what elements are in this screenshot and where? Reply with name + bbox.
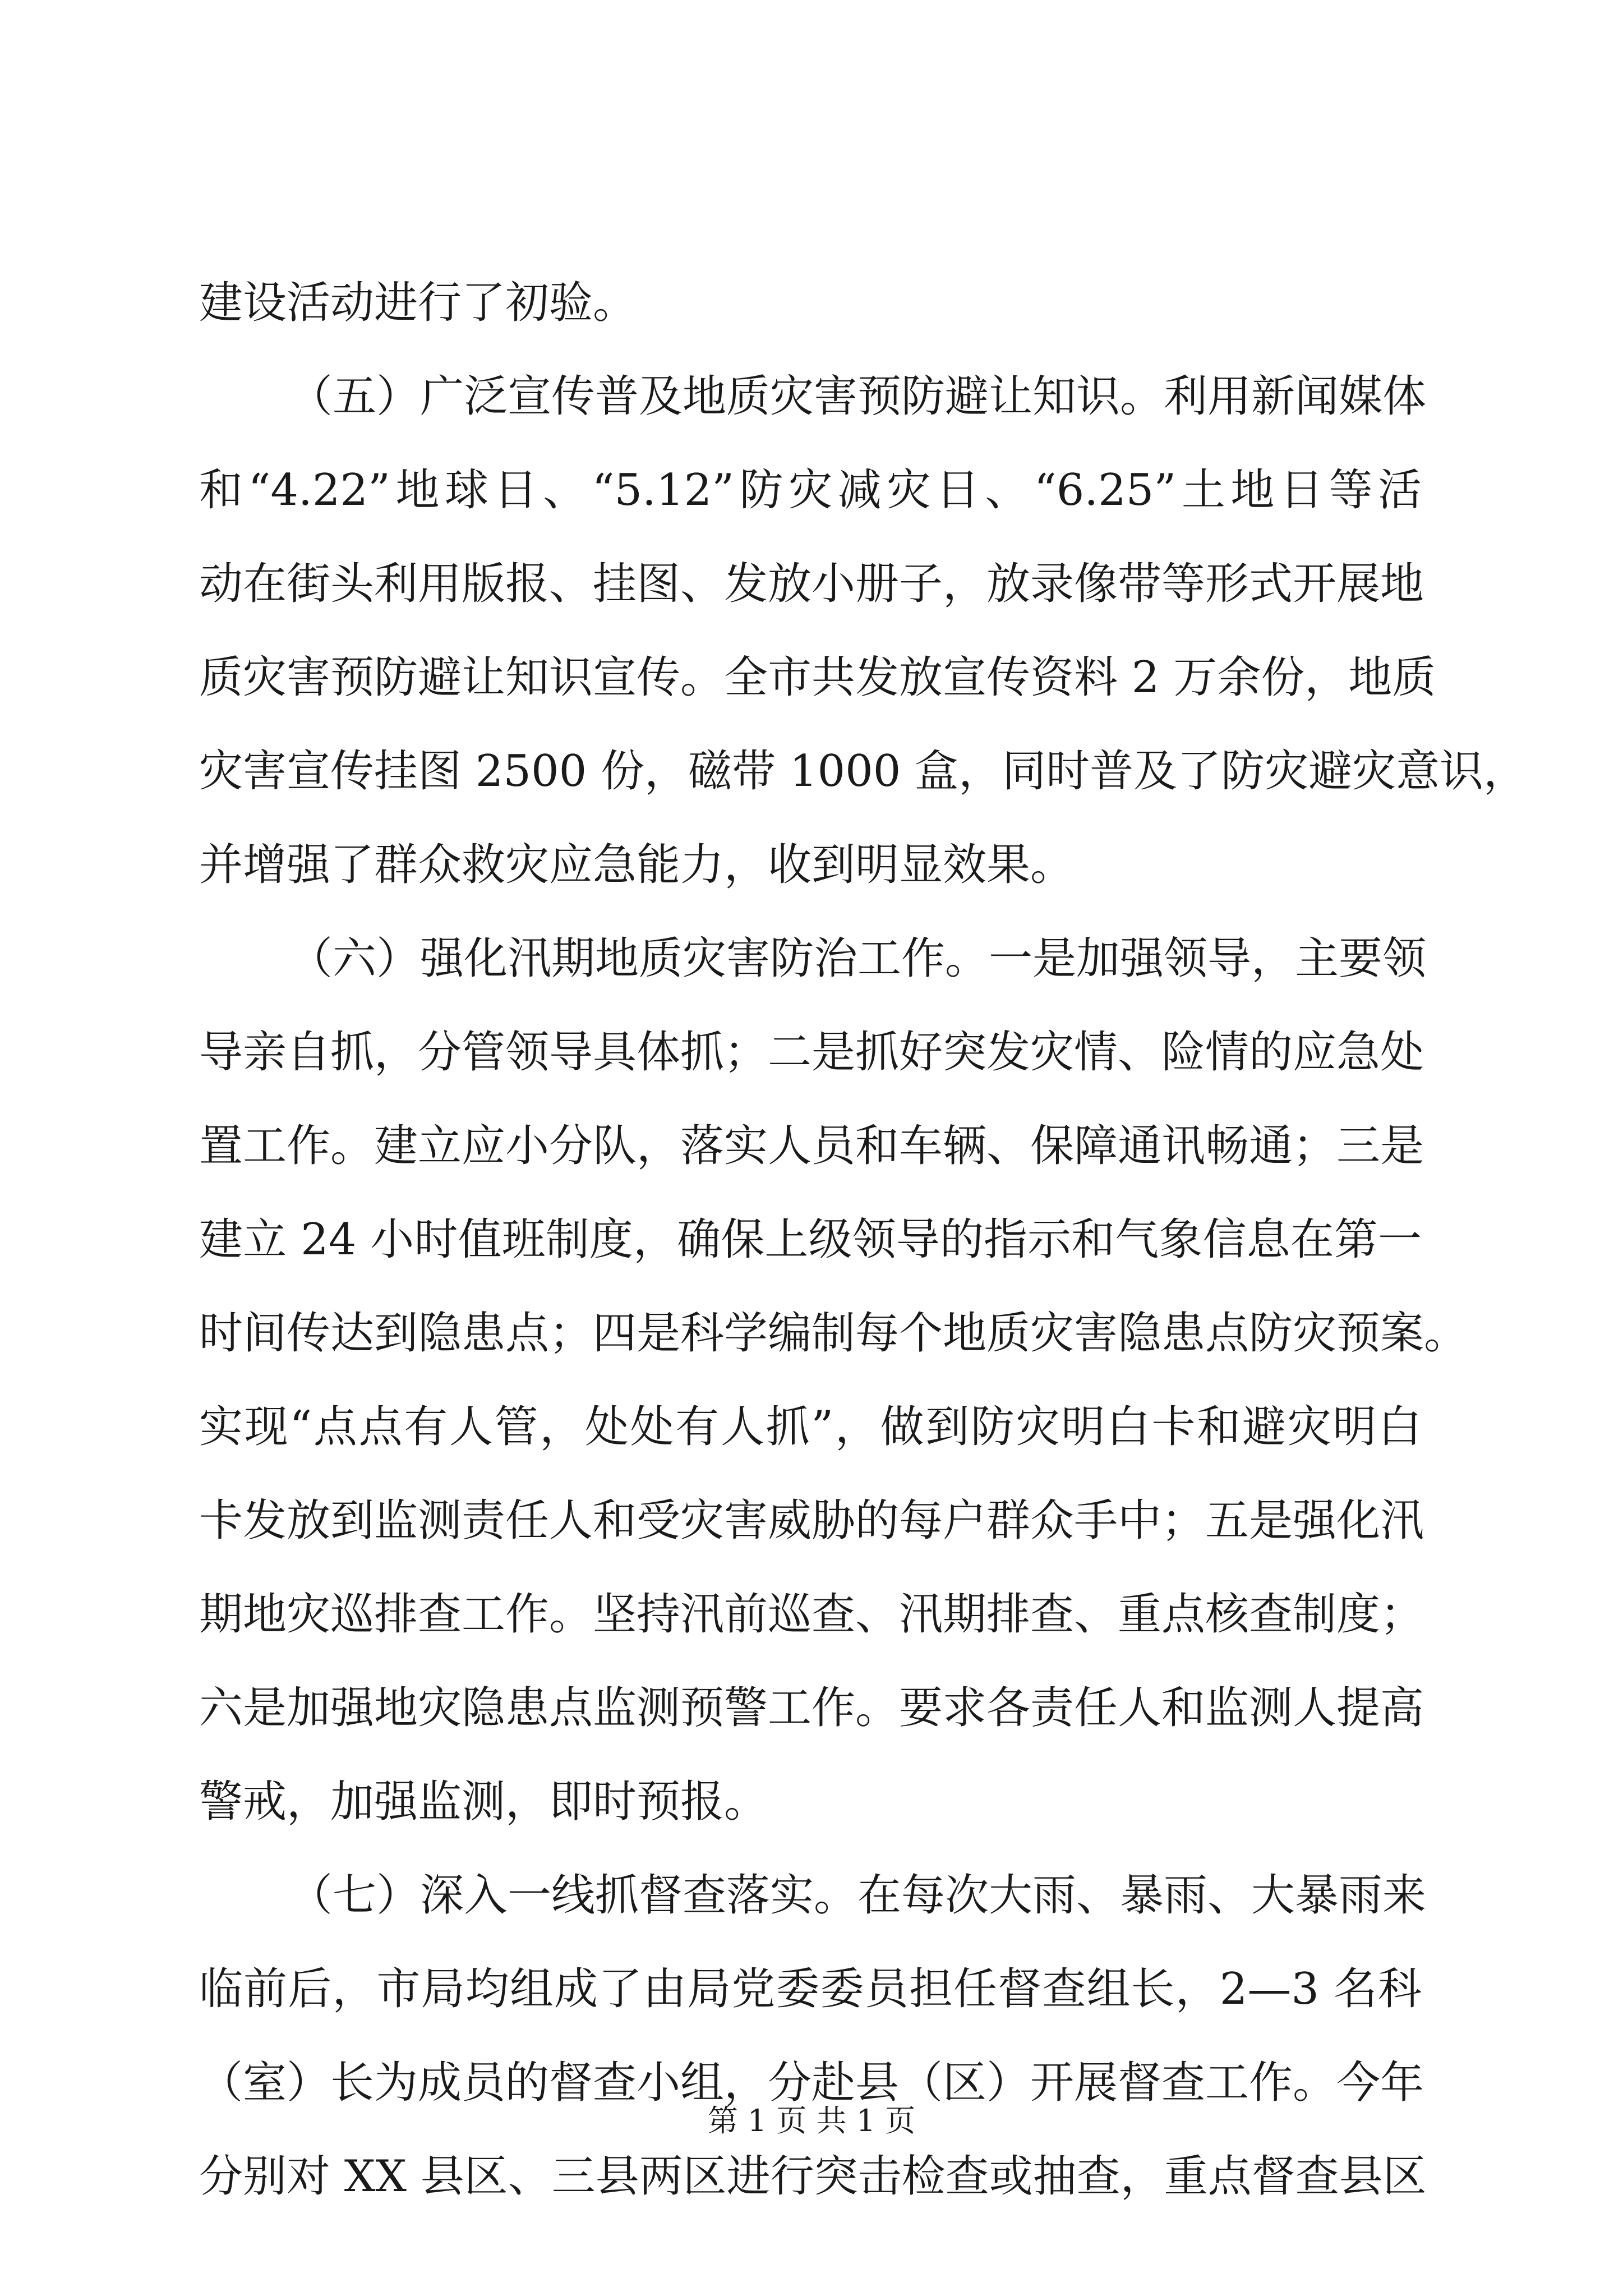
- page-number-label: 第 1 页 共 1 页: [707, 2103, 916, 2138]
- text-line: 实现“点点有人管，处处有人抓”，做到防灾明白卡和避灾明白: [199, 1402, 1422, 1452]
- paragraph-heading-line: （五）广泛宣传普及地质灾害预防避让知识。利用新闻媒体: [289, 371, 1427, 422]
- text-line: 警戒，加强监测，即时预报。: [199, 1777, 768, 1827]
- text-line: 六是加强地灾隐患点监测预警工作。要求各责任人和监测人提高: [199, 1683, 1424, 1733]
- text-line: 临前后，市局均组成了由局党委委员担任督查组长，2—3 名科: [199, 1964, 1422, 2014]
- text-line: 动在街头利用版报、挂图、发放小册子，放录像带等形式开展地: [199, 559, 1424, 609]
- text-line: 和“4.22”地球日、“5.12”防灾减灾日、“6.25”土地日等活: [199, 465, 1422, 516]
- text-line: 分别对 XX 县区、三县两区进行突击检查或抽查，重点督查县区: [199, 2151, 1427, 2202]
- text-line: 灾害宣传挂图 2500 份，磁带 1000 盒，同时普及了防灾避灾意识，: [199, 746, 1528, 797]
- text-line: （室）长为成员的督查小组，分赴县（区）开展督查工作。今年: [199, 2058, 1424, 2108]
- text-line: 质灾害预防避让知识宣传。全市共发放宣传资料 2 万余份，地质: [199, 652, 1436, 703]
- text-line: 建设活动进行了初验。: [199, 278, 637, 328]
- page-footer: [0, 2097, 1623, 2140]
- paragraph-heading-line: （七）深入一线抓督查落实。在每次大雨、暴雨、大暴雨来: [289, 1870, 1427, 1921]
- text-line: 导亲自抓，分管领导具体抓；二是抓好突发灾情、险情的应急处: [199, 1027, 1424, 1078]
- text-line: 建立 24 小时值班制度，确保上级领导的指示和气象信息在第一: [199, 1214, 1422, 1265]
- text-line: 时间传达到隐患点；四是科学编制每个地质灾害隐患点防灾预案。: [199, 1308, 1468, 1359]
- text-line: 期地灾巡排查工作。坚持汛前巡查、汛期排查、重点核查制度；: [199, 1589, 1424, 1640]
- text-line: 置工作。建立应小分队，落实人员和车辆、保障通讯畅通；三是: [199, 1121, 1424, 1171]
- text-line: 并增强了群众救灾应急能力，收到明显效果。: [199, 840, 1075, 890]
- paragraph-heading-line: （六）强化汛期地质灾害防治工作。一是加强领导，主要领: [289, 933, 1427, 984]
- text-line: 卡发放到监测责任人和受灾害威胁的每户群众手中；五是强化汛: [199, 1496, 1424, 1546]
- document-body: [199, 264, 1528, 2231]
